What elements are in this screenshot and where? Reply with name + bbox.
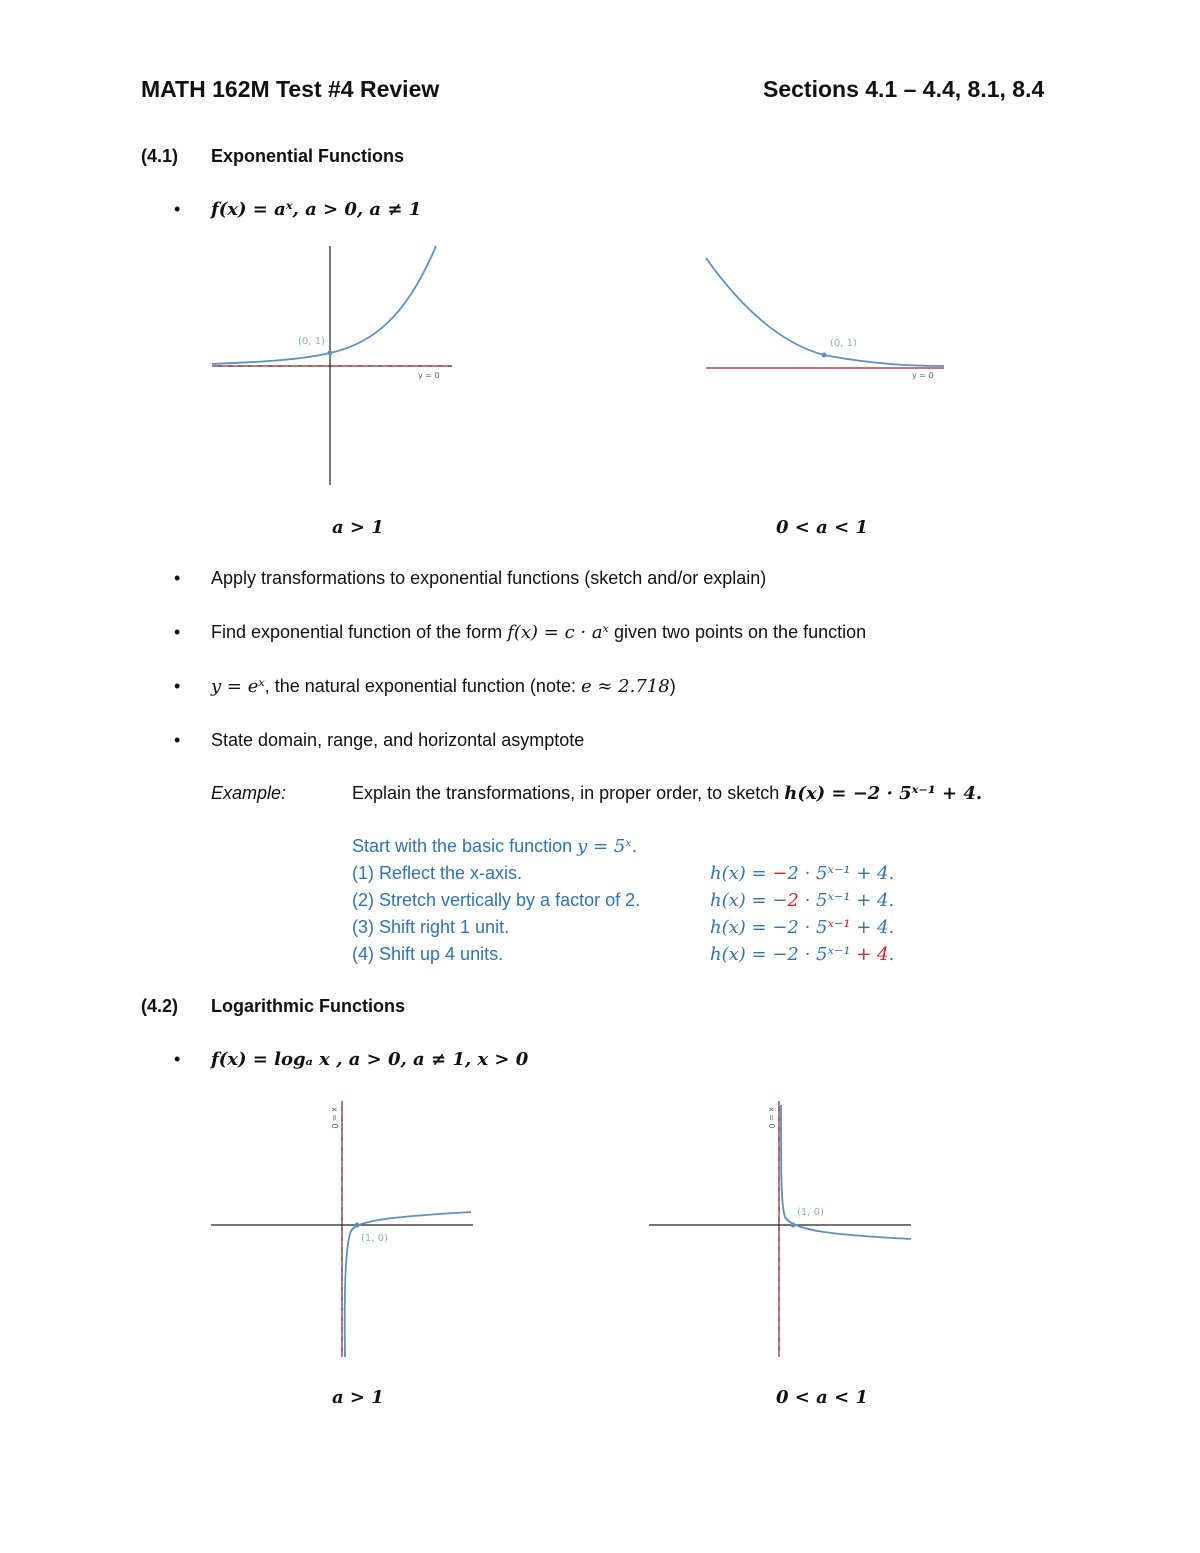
bullet-icon: • (174, 730, 181, 750)
step-math-pre: h(x) = − (710, 890, 788, 911)
bullet-text (211, 622, 866, 643)
step-math-highlight: ˣ⁻¹ (827, 917, 851, 938)
example-step: (2) Stretch vertically by a factor of 2. (352, 890, 641, 910)
example-label: Example: (211, 783, 287, 803)
bullet-text (211, 676, 676, 697)
exp-definition: f(x) = aˣ, a > 0, a ≠ 1 (211, 199, 422, 220)
example-step-math (710, 890, 894, 911)
point-marker (791, 1223, 796, 1228)
example-start-text: Start with the basic function (352, 836, 578, 856)
exp-graph-growth (200, 240, 460, 490)
example-step-math (710, 944, 894, 965)
bullet-text-post: ) (669, 676, 676, 696)
bullet-text-post: given two points on the function (608, 622, 867, 642)
example-start-math: y = 5ˣ. (577, 836, 638, 857)
example-step-math (710, 917, 894, 938)
step-math-post: + 4. (850, 917, 895, 938)
example-prompt-text: Explain the transformations, in proper order, to sketch (352, 783, 785, 803)
asymptote-label: y = 0 (418, 371, 440, 380)
asymptote-label: x = 0 (330, 1107, 339, 1129)
example-step: (4) Shift up 4 units. (352, 944, 504, 964)
step-math-pre: h(x) = (710, 863, 773, 884)
bullet-math: y = eˣ (211, 676, 265, 697)
step-math-post: . (888, 944, 895, 965)
graph-caption: a > 1 (332, 1387, 384, 1408)
point-marker (822, 353, 827, 358)
step-math-post: · 5ˣ⁻¹ + 4. (798, 890, 895, 911)
log-graph-growth (205, 1095, 480, 1360)
graph-caption: a > 1 (332, 517, 384, 538)
asymptote-label: y = 0 (912, 371, 934, 380)
graph-caption: 0 < a < 1 (776, 517, 868, 538)
example-start (352, 836, 637, 857)
log-curve (781, 1105, 911, 1239)
bullet-icon: • (174, 676, 181, 696)
bullet-text: Apply transformations to exponential functions (sketch and/or explain) (211, 568, 767, 588)
section-title: Logarithmic Functions (211, 996, 406, 1016)
exp-graph-decay (700, 250, 950, 390)
bullet-icon: • (174, 622, 181, 642)
example-step: (1) Reflect the x-axis. (352, 863, 523, 883)
step-math-highlight: + 4 (856, 944, 889, 965)
log-graph-decay (645, 1095, 920, 1360)
asymptote-label: x = 0 (767, 1107, 776, 1129)
section-number: (4.1) (141, 146, 179, 166)
bullet-icon: • (174, 199, 181, 219)
bullet-text-mid: , the natural exponential function (note: (264, 676, 581, 696)
graph-caption: 0 < a < 1 (776, 1387, 868, 1408)
point-marker (355, 1223, 360, 1228)
point-marker (328, 351, 333, 356)
log-definition: f(x) = logₐ x , a > 0, a ≠ 1, x > 0 (211, 1049, 529, 1070)
example-prompt (352, 783, 982, 804)
example-function: h(x) = −2 · 5ˣ⁻¹ + 4. (784, 783, 983, 804)
point-label: (1, 0) (361, 1233, 388, 1244)
section-title: Exponential Functions (211, 146, 405, 166)
step-math-highlight: 2 (787, 890, 799, 911)
point-label: (1, 0) (797, 1207, 824, 1218)
section-number: (4.2) (141, 996, 179, 1016)
bullet-math: f(x) = c · aˣ (507, 622, 609, 643)
example-step-math (710, 863, 894, 884)
page-title: MATH 162M Test #4 Review (141, 76, 440, 102)
step-math-pre: h(x) = −2 · 5ˣ⁻¹ (710, 944, 857, 965)
exp-curve (706, 258, 944, 366)
bullet-text-pre: Find exponential function of the form (211, 622, 508, 642)
example-step: (3) Shift right 1 unit. (352, 917, 510, 937)
bullet-icon: • (174, 1049, 181, 1069)
sections-label: Sections 4.1 – 4.4, 8.1, 8.4 (763, 76, 1045, 102)
step-math-post: 2 · 5ˣ⁻¹ + 4. (787, 863, 895, 884)
step-math-highlight: − (772, 863, 788, 884)
bullet-icon: • (174, 568, 181, 588)
bullet-math: e ≈ 2.718 (580, 676, 670, 697)
point-label: (0, 1) (298, 336, 325, 347)
step-math-pre: h(x) = −2 · 5 (710, 917, 828, 938)
point-label: (0, 1) (830, 338, 857, 349)
bullet-text: State domain, range, and horizontal asymptote (211, 730, 585, 750)
